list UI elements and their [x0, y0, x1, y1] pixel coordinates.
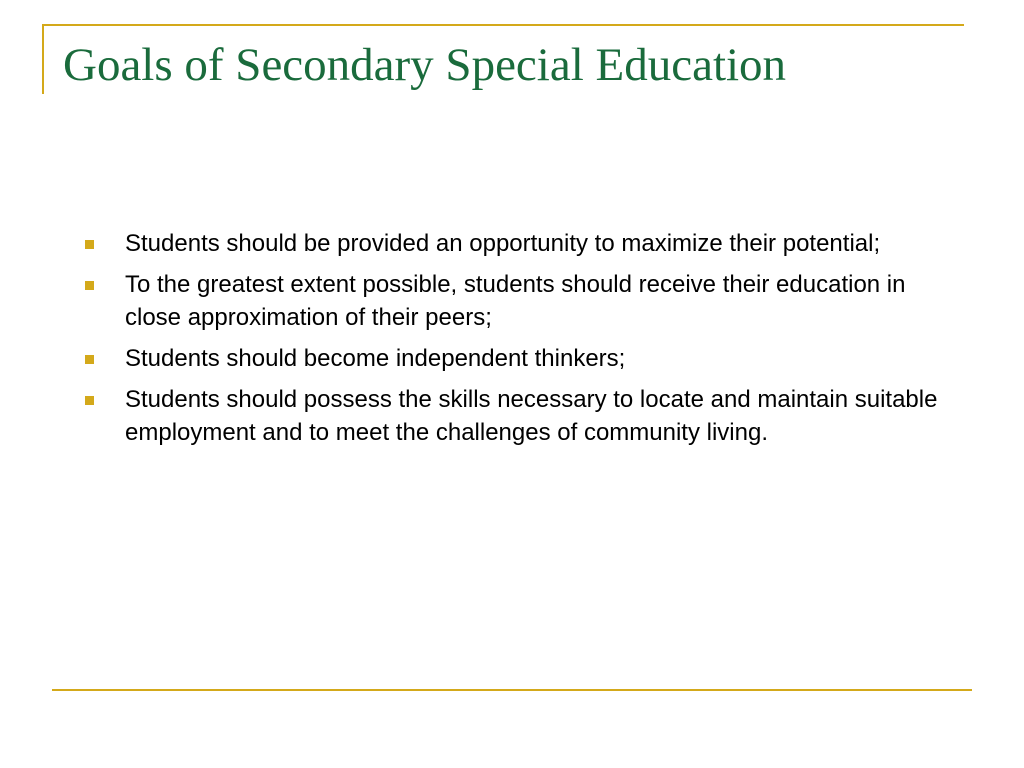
- bottom-rule: [52, 689, 972, 691]
- bullet-item: [85, 268, 945, 334]
- bullet-text: Students should possess the skills necessary to locate and maintain suitable employment and to meet the challenges of community living.: [125, 386, 938, 446]
- bullet-item: [85, 383, 945, 449]
- bullet-item: [85, 342, 945, 375]
- left-frame-line: [42, 24, 44, 94]
- slide-title: Goals of Secondary Special Education: [63, 39, 787, 91]
- square-bullet-icon: [85, 396, 94, 405]
- square-bullet-icon: [85, 355, 94, 364]
- bullet-text: To the greatest extent possible, students should receive their education in close approximation of their peers;: [125, 271, 906, 331]
- bullet-item: [85, 227, 945, 260]
- square-bullet-icon: [85, 240, 94, 249]
- bullet-text: Students should become independent thinkers;: [125, 345, 626, 372]
- bullet-text: Students should be provided an opportunity to maximize their potential;: [125, 230, 881, 257]
- top-frame-line: [42, 24, 964, 26]
- bullet-list: [85, 227, 945, 457]
- square-bullet-icon: [85, 281, 94, 290]
